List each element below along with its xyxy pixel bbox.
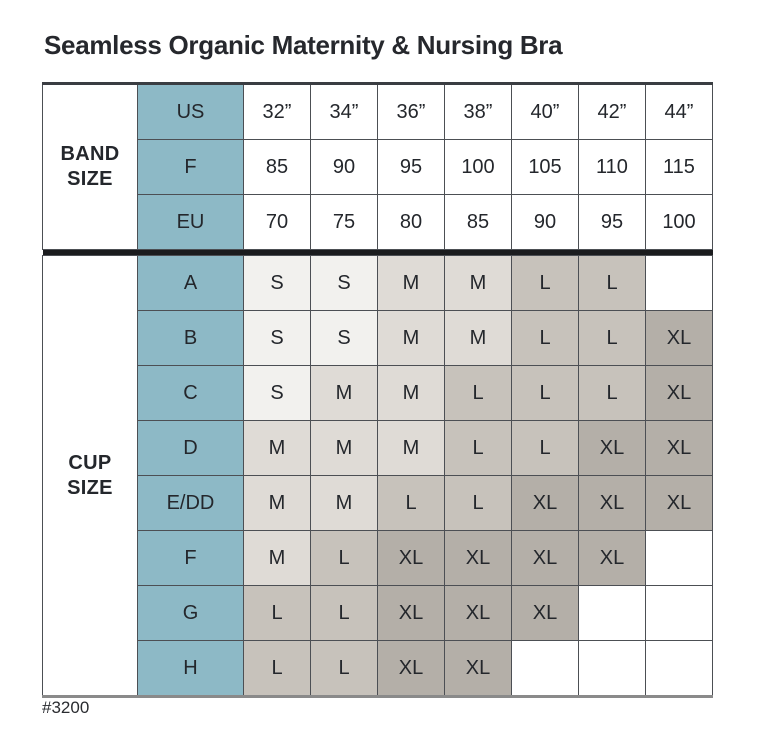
band-row	[43, 84, 713, 140]
band-value-cell: 100	[646, 195, 713, 250]
cup-value-cell: M	[244, 421, 311, 476]
cup-value-cell: M	[445, 311, 512, 366]
band-value-cell: 40”	[512, 84, 579, 140]
cup-value-cell: M	[244, 476, 311, 531]
band-value-cell: 38”	[445, 84, 512, 140]
band-value-cell: 44”	[646, 84, 713, 140]
cup-key-cell: C	[138, 366, 244, 421]
cup-value-cell: S	[311, 311, 378, 366]
page-title: Seamless Organic Maternity & Nursing Bra	[44, 30, 563, 60]
cup-value-cell: XL	[579, 476, 646, 531]
cup-value-cell	[646, 586, 713, 641]
band-value-cell: 90	[311, 140, 378, 195]
cup-value-cell: XL	[445, 531, 512, 586]
cup-value-cell: L	[378, 476, 445, 531]
cup-key-cell: E/DD	[138, 476, 244, 531]
band-value-cell: 110	[579, 140, 646, 195]
cup-value-cell: M	[378, 311, 445, 366]
band-row	[43, 195, 713, 250]
band-section-label: BAND SIZE	[43, 84, 138, 250]
cup-value-cell: L	[512, 311, 579, 366]
cup-value-cell	[579, 586, 646, 641]
band-value-cell: 85	[445, 195, 512, 250]
cup-value-cell: M	[311, 421, 378, 476]
band-value-cell: 32”	[244, 84, 311, 140]
cup-value-cell: XL	[378, 641, 445, 697]
cup-key-cell: B	[138, 311, 244, 366]
band-value-cell: 95	[378, 140, 445, 195]
cup-value-cell	[579, 641, 646, 697]
cup-value-cell: M	[445, 256, 512, 311]
cup-value-cell	[512, 641, 579, 697]
cup-value-cell: L	[579, 311, 646, 366]
band-value-cell: 115	[646, 140, 713, 195]
cup-key-cell: D	[138, 421, 244, 476]
cup-row	[43, 641, 713, 697]
cup-value-cell: L	[512, 366, 579, 421]
band-value-cell: 75	[311, 195, 378, 250]
cup-value-cell: L	[512, 421, 579, 476]
cup-value-cell: S	[311, 256, 378, 311]
cup-key-cell: A	[138, 256, 244, 311]
band-key-cell: EU	[138, 195, 244, 250]
cup-value-cell: XL	[512, 531, 579, 586]
cup-value-cell: S	[244, 311, 311, 366]
cup-row	[43, 421, 713, 476]
cup-value-cell	[646, 531, 713, 586]
cup-value-cell: M	[311, 476, 378, 531]
band-value-cell: 95	[579, 195, 646, 250]
cup-value-cell: L	[311, 586, 378, 641]
cup-value-cell: XL	[646, 476, 713, 531]
cup-value-cell: XL	[646, 311, 713, 366]
cup-value-cell: XL	[445, 586, 512, 641]
cup-value-cell: L	[445, 476, 512, 531]
cup-row	[43, 586, 713, 641]
band-value-cell: 105	[512, 140, 579, 195]
cup-key-cell: H	[138, 641, 244, 697]
cup-row	[43, 256, 713, 311]
cup-value-cell: XL	[579, 421, 646, 476]
band-value-cell: 36”	[378, 84, 445, 140]
cup-value-cell: XL	[512, 586, 579, 641]
cup-value-cell: L	[311, 641, 378, 697]
cup-value-cell: L	[244, 586, 311, 641]
cup-value-cell: S	[244, 366, 311, 421]
cup-value-cell: XL	[512, 476, 579, 531]
cup-key-cell: F	[138, 531, 244, 586]
cup-row	[43, 311, 713, 366]
cup-value-cell: M	[378, 256, 445, 311]
cup-value-cell: XL	[646, 421, 713, 476]
cup-value-cell: S	[244, 256, 311, 311]
band-row	[43, 140, 713, 195]
cup-value-cell: M	[378, 421, 445, 476]
cup-row	[43, 366, 713, 421]
size-chart-table	[42, 82, 713, 698]
cup-row	[43, 531, 713, 586]
cup-value-cell: M	[244, 531, 311, 586]
cup-value-cell: XL	[378, 586, 445, 641]
size-table-body	[43, 84, 713, 697]
band-key-cell: F	[138, 140, 244, 195]
band-value-cell: 100	[445, 140, 512, 195]
cup-value-cell: M	[311, 366, 378, 421]
cup-section-label: CUP SIZE	[43, 256, 138, 697]
cup-value-cell: XL	[646, 366, 713, 421]
band-value-cell: 70	[244, 195, 311, 250]
cup-value-cell: L	[445, 366, 512, 421]
cup-value-cell: L	[512, 256, 579, 311]
band-key-cell: US	[138, 84, 244, 140]
cup-value-cell: M	[378, 366, 445, 421]
cup-value-cell: L	[445, 421, 512, 476]
band-value-cell: 34”	[311, 84, 378, 140]
cup-value-cell	[646, 641, 713, 697]
cup-value-cell	[646, 256, 713, 311]
cup-value-cell: L	[244, 641, 311, 697]
cup-value-cell: XL	[579, 531, 646, 586]
style-number: #3200	[42, 698, 90, 717]
cup-row	[43, 476, 713, 531]
cup-value-cell: L	[579, 366, 646, 421]
cup-value-cell: XL	[445, 641, 512, 697]
band-value-cell: 90	[512, 195, 579, 250]
cup-value-cell: L	[311, 531, 378, 586]
cup-key-cell: G	[138, 586, 244, 641]
cup-value-cell: XL	[378, 531, 445, 586]
band-value-cell: 42”	[579, 84, 646, 140]
band-value-cell: 85	[244, 140, 311, 195]
cup-value-cell: L	[579, 256, 646, 311]
band-value-cell: 80	[378, 195, 445, 250]
